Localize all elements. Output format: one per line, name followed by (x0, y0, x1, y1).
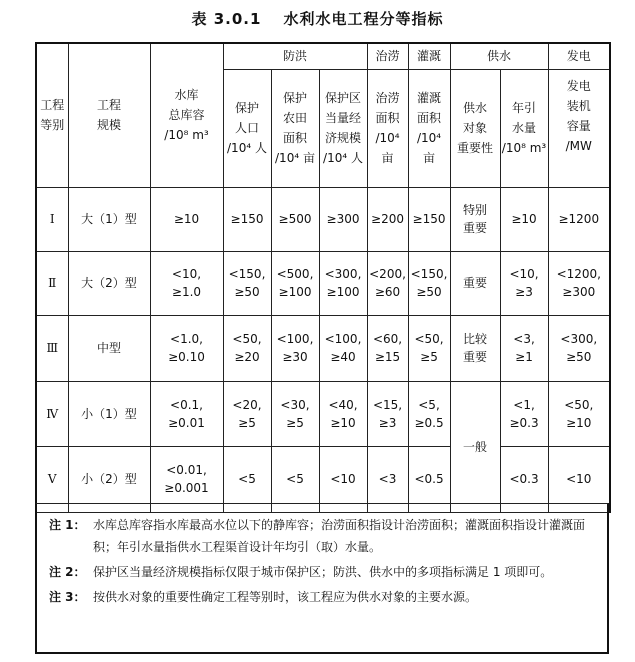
table-notes (35, 503, 609, 654)
supply-importance-cell-line: 比较 (463, 332, 488, 346)
annual-volume-cell-line: ≥3 (515, 285, 533, 299)
grade-cell: Ⅳ (36, 381, 68, 446)
irrigation-area-cell-line: <0.5 (414, 472, 444, 486)
table-row (36, 187, 610, 251)
header-flood-farmland (271, 69, 319, 187)
irrigation-area-cell-line: ≥5 (420, 350, 438, 364)
grade-cell: Ⅴ (36, 446, 68, 512)
economic-scale-cell (319, 315, 367, 381)
header-flood-farmland-line: 农田 (282, 111, 307, 125)
header-waterlog-area-line: /10⁴ (375, 131, 400, 145)
header-irrigation-area-line: /10⁴ (416, 131, 442, 145)
irrigation-area-cell (408, 315, 450, 381)
waterlog-area-cell-line: ≥3 (378, 415, 397, 430)
table-row (36, 381, 610, 446)
header-flood-economic-scale-line: 当量经 (325, 111, 362, 125)
economic-scale-cell-line: ≥100 (326, 285, 360, 299)
waterlog-area-cell (367, 187, 408, 251)
waterlog-area-cell-line: <15, (372, 397, 403, 412)
header-waterlog-group: 治涝 (367, 43, 408, 69)
irrigation-area-cell (408, 381, 450, 446)
economic-scale-cell-line: ≥300 (326, 212, 360, 226)
reservoir-capacity-cell-line: <0.1, (170, 397, 203, 412)
protected-population-cell-line: <5 (238, 472, 256, 486)
header-flood-farmland-line: /10⁴ 亩 (275, 151, 315, 165)
economic-scale-cell-line: <300, (324, 267, 362, 281)
supply-importance-cell: 一般 (450, 381, 500, 512)
reservoir-capacity-cell-line: ≥1.0 (171, 285, 202, 299)
waterlog-area-cell (367, 381, 408, 446)
reservoir-capacity-cell (150, 251, 223, 315)
scale-cell: 中型 (68, 315, 150, 381)
economic-scale-cell-line: <10 (330, 472, 356, 486)
header-power-group-label: 发电 (549, 44, 610, 70)
table-number: 表 3.0.1 (191, 10, 262, 28)
annual-volume-cell-line: ≥10 (511, 212, 537, 226)
waterlog-area-cell-line: <200, (369, 267, 406, 281)
annual-volume-cell-line: ≥0.3 (509, 415, 539, 430)
header-grade-line: 工程 (40, 98, 65, 113)
power-capacity-cell (548, 251, 610, 315)
protected-farmland-cell (271, 187, 319, 251)
header-irrigation-group: 灌溉 (408, 43, 450, 69)
header-reservoir (150, 43, 223, 187)
annual-volume-cell (500, 187, 548, 251)
power-capacity-cell-line: <10 (566, 472, 592, 486)
reservoir-capacity-cell (150, 187, 223, 251)
protected-population-cell-line: ≥20 (234, 350, 260, 364)
scale-cell: 小（1）型 (68, 381, 150, 446)
header-row-groups (36, 43, 610, 69)
power-capacity-cell-line: ≥1200 (558, 212, 600, 226)
power-capacity-cell-line: <50, (564, 397, 594, 412)
header-supply-importance (450, 69, 500, 187)
economic-scale-cell (319, 381, 367, 446)
waterlog-area-cell-line: ≥200 (371, 212, 404, 226)
supply-importance-cell-line: 重要 (463, 276, 488, 290)
header-flood-economic-scale-line: 保护区 (325, 91, 362, 105)
grade-cell: Ⅲ (36, 315, 68, 381)
economic-scale-cell-line: <100, (324, 332, 362, 346)
irrigation-area-cell (408, 251, 450, 315)
power-capacity-cell-line: ≥50 (566, 350, 592, 364)
header-power-group (548, 43, 610, 187)
header-irrigation-area (408, 69, 450, 187)
reservoir-capacity-cell-line: <0.01, (166, 463, 207, 477)
economic-scale-cell (319, 251, 367, 315)
header-irrigation-area-line: 灌溉 (417, 91, 442, 105)
economic-scale-cell-line: ≥40 (330, 350, 356, 364)
header-flood-economic-scale-line: 济规模 (325, 131, 362, 145)
annual-volume-cell-line: <10, (509, 267, 539, 281)
reservoir-capacity-cell-line: ≥0.10 (168, 350, 205, 364)
annual-volume-cell-line: <3, (513, 332, 535, 346)
header-scale-line: 工程 (96, 98, 121, 113)
header-waterlog-area-line: 亩 (381, 151, 394, 165)
header-flood-population-line: 人口 (234, 121, 259, 135)
grading-table (35, 42, 611, 513)
header-reservoir-line: /10⁸ m³ (164, 128, 209, 143)
annual-volume-cell-line: ≥1 (515, 350, 533, 364)
protected-farmland-cell (271, 251, 319, 315)
power-capacity-cell (548, 187, 610, 251)
grade-cell: Ⅱ (36, 251, 68, 315)
supply-importance-cell (450, 251, 500, 315)
table-title (0, 8, 635, 29)
scale-cell: 小（2）型 (68, 446, 150, 512)
header-grade-line: 等别 (40, 118, 65, 133)
header-scale (68, 43, 150, 187)
protected-population-cell-line: <50, (232, 332, 262, 346)
header-flood-farmland-line: 保护 (282, 91, 307, 105)
supply-importance-cell-line: 特别 (463, 203, 488, 217)
header-power-capacity-line: 发电 (566, 79, 591, 93)
reservoir-capacity-cell-line: <1.0, (170, 332, 203, 346)
protected-farmland-cell (271, 381, 319, 446)
reservoir-capacity-cell (150, 381, 223, 446)
header-flood-population-line: 保护 (234, 101, 259, 115)
header-waterlog-area-line: 治涝 (375, 91, 400, 105)
reservoir-capacity-cell-line: ≥10 (173, 212, 200, 226)
power-capacity-cell-line: ≥300 (562, 285, 596, 299)
note-item (49, 561, 597, 583)
annual-volume-cell-line: <1, (513, 397, 535, 412)
note-item (49, 586, 597, 608)
reservoir-capacity-cell-line: ≥0.01 (168, 415, 205, 430)
annual-volume-cell (500, 315, 548, 381)
protected-population-cell (223, 315, 271, 381)
header-flood-population (223, 69, 271, 187)
header-power-capacity-line: 容量 (566, 119, 591, 133)
header-irrigation-area-line: 亩 (423, 151, 436, 165)
protected-farmland-cell-line: ≥500 (278, 212, 312, 226)
header-supply-importance-line: 供水 (463, 101, 488, 115)
reservoir-capacity-cell (150, 315, 223, 381)
waterlog-area-cell-line: ≥15 (374, 350, 401, 364)
header-supply-volume-line: 年引 (512, 101, 537, 115)
header-power-capacity-line: /MW (565, 139, 592, 153)
protected-population-cell-line: <20, (232, 397, 262, 412)
waterlog-area-cell-line: <60, (372, 332, 403, 346)
note-item (49, 514, 597, 558)
annual-volume-cell (500, 251, 548, 315)
power-capacity-cell-line: <1200, (556, 267, 601, 281)
protected-farmland-cell-line: <500, (276, 267, 314, 281)
irrigation-area-cell-line: ≥50 (416, 285, 442, 299)
protected-farmland-cell-line: <100, (276, 332, 314, 346)
table-row (36, 315, 610, 381)
protected-farmland-cell-line: ≥5 (286, 415, 304, 430)
irrigation-area-cell-line: ≥150 (412, 212, 446, 226)
table-caption: 水利水电工程分等指标 (283, 10, 444, 28)
scale-cell: 大（1）型 (68, 187, 150, 251)
header-supply-importance-line: 对象 (463, 121, 488, 135)
header-flood-economic-scale-line: /10⁴ 人 (323, 151, 363, 165)
table-body (36, 43, 610, 512)
protected-population-cell-line: ≥150 (230, 212, 264, 226)
header-flood-economic-scale (319, 69, 367, 187)
note-text: 保护区当量经济规模指标仅限于城市保护区；防洪、供水中的多项指标满足 1 项即可。 (93, 565, 553, 579)
waterlog-area-cell-line: <3 (378, 472, 397, 486)
reservoir-capacity-cell-line: <10, (171, 267, 202, 281)
scale-cell: 大（2）型 (68, 251, 150, 315)
header-flood-population-line: /10⁴ 人 (227, 141, 267, 155)
irrigation-area-cell-line: ≥0.5 (414, 415, 444, 430)
header-power-capacity-line: 装机 (566, 99, 591, 113)
protected-farmland-cell-line: ≥100 (278, 285, 312, 299)
protected-population-cell-line: ≥50 (234, 285, 260, 299)
header-supply-volume (500, 69, 548, 187)
supply-importance-cell-line: 重要 (463, 221, 488, 235)
header-supply-volume-line: 水量 (512, 121, 537, 135)
protected-population-cell-line: <150, (228, 267, 266, 281)
protected-population-cell (223, 187, 271, 251)
power-capacity-cell-line: ≥10 (566, 415, 592, 430)
protected-farmland-cell-line: <30, (280, 397, 310, 412)
reservoir-capacity-cell-line: ≥0.001 (164, 481, 209, 495)
header-irrigation-area-line: 面积 (417, 111, 442, 125)
header-reservoir-line: 总库容 (168, 108, 205, 123)
power-capacity-cell (548, 381, 610, 446)
protected-population-cell (223, 251, 271, 315)
header-flood-group: 防洪 (223, 43, 367, 69)
waterlog-area-cell (367, 251, 408, 315)
note-label: 注 1： (49, 518, 86, 532)
irrigation-area-cell-line: <50, (414, 332, 444, 346)
irrigation-area-cell-line: <150, (410, 267, 448, 281)
table-row (36, 251, 610, 315)
economic-scale-cell-line: ≥10 (330, 415, 356, 430)
header-supply-group: 供水 (450, 43, 548, 69)
irrigation-area-cell-line: <5, (418, 397, 440, 412)
header-supply-importance-line: 重要性 (457, 141, 494, 155)
power-capacity-cell (548, 315, 610, 381)
header-grade (36, 43, 68, 187)
supply-importance-cell (450, 187, 500, 251)
protected-farmland-cell-line: <5 (286, 472, 304, 486)
header-waterlog-area (367, 69, 408, 187)
economic-scale-cell-line: <40, (328, 397, 358, 412)
header-waterlog-area-line: 面积 (375, 111, 400, 125)
header-flood-farmland-line: 面积 (282, 131, 307, 145)
power-capacity-cell-line: <300, (560, 332, 598, 346)
note-text: 按供水对象的重要性确定工程等别时，该工程应为供水对象的主要水源。 (93, 590, 478, 604)
supply-importance-cell (450, 315, 500, 381)
header-reservoir-line: 水库 (174, 88, 199, 103)
protected-farmland-cell (271, 315, 319, 381)
economic-scale-cell (319, 187, 367, 251)
irrigation-area-cell (408, 187, 450, 251)
header-scale-line: 规模 (96, 118, 121, 133)
annual-volume-cell-line: <0.3 (509, 472, 539, 486)
header-supply-volume-line: /10⁸ m³ (501, 141, 547, 155)
protected-population-cell (223, 381, 271, 446)
protected-population-cell-line: ≥5 (238, 415, 256, 430)
note-text: 水库总库容指水库最高水位以下的静库容；治涝面积指设计治涝面积；灌溉面积指设计灌溉面积；年引水量指供水工程渠首设计年均引（取）水量。 (93, 518, 586, 554)
note-label: 注 3： (49, 590, 86, 604)
annual-volume-cell (500, 381, 548, 446)
waterlog-area-cell (367, 315, 408, 381)
grade-cell: Ⅰ (36, 187, 68, 251)
protected-farmland-cell-line: ≥30 (282, 350, 308, 364)
note-label: 注 2： (49, 565, 86, 579)
waterlog-area-cell-line: ≥60 (374, 285, 401, 299)
supply-importance-cell-line: 重要 (463, 350, 488, 364)
